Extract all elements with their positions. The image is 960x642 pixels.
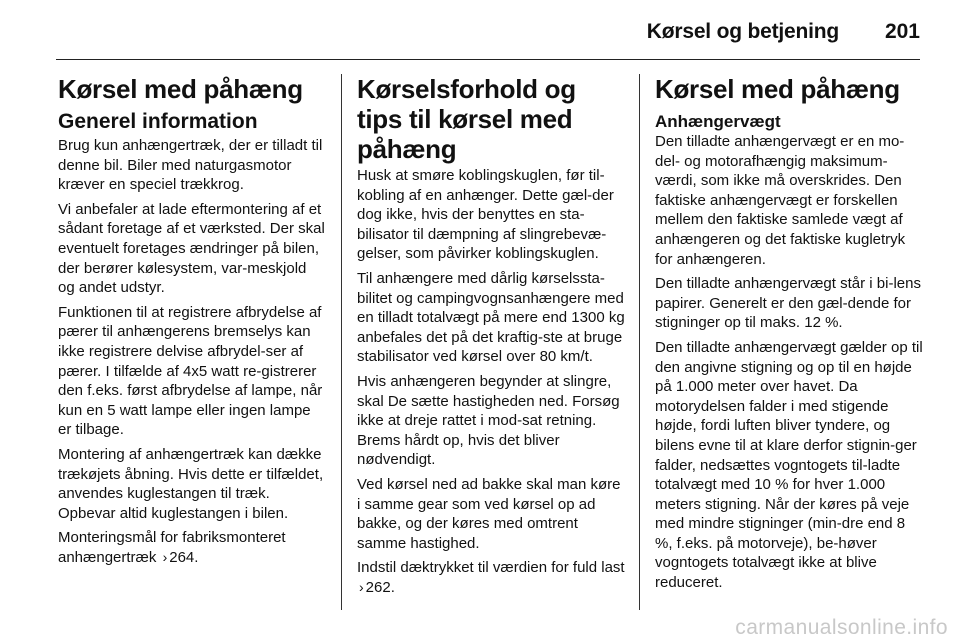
section-heading: Kørsel med påhæng [58,74,303,104]
paragraph: Husk at smøre koblingskuglen, før til-kobling af en anhænger. Dette gæl-der dog ikke, hvis der benyttes en sta-bilisator til dæmpning af slingrebevæ-gelser, som påvirker koblingskuglen. [357,167,614,263]
column-divider [639,74,640,610]
column-middle [357,74,627,602]
paragraph-text: Indstil dæktrykket til værdien for fuld last [357,559,625,577]
paragraph: Funktionen til at registrere afbrydelse af pærer til anhængerens bremselys kan ikke registrere delvise afbrydel-ser af pærer. I tilfælde af 4x5 watt re-gistrerer den f.eks. først afbrydelse af lampe, når kun en 5 watt lampe eller ingen lampe er tilbage. [58,303,323,439]
paragraph: Den tilladte anhængervægt er en mo-del- og motorafhængig maksimum-værdi, som ikke må overskrides. Den faktiske anhængervægt er forskellen mellem den faktiske samlede vægt af anhængeren og det faktiske kugletryk for anhængeren. [655,133,906,268]
paragraph-with-reference [58,528,326,567]
column-right [655,74,923,598]
paragraph-text: Monteringsmål for fabriksmonteret anhængertræk [58,529,286,566]
page-reference-arrow-icon: › [162,548,168,565]
section-heading: Kørsel med påhæng [655,74,900,104]
column-left [58,74,326,572]
page-header [0,0,960,60]
paragraph-with-reference [357,558,627,597]
paragraph: Den tilladte anhængervægt står i bi-lens papirer. Generelt er den gæl-dende for stigninger op til maks. 12 %. [655,275,921,332]
section-subheading: Generel information [58,110,258,133]
paragraph: Brug kun anhængertræk, der er tilladt til denne bil. Biler med naturgasmotor kræver en speciel trækkrog. [58,137,323,194]
paragraph: Vi anbefaler at lade eftermontering af et sådant foretage af et værksted. Der skal eventuelt foretages ændringer på bilen, der berører kølesystem, var-meskjold og andet udstyr. [58,200,325,297]
page-number: 201 [884,20,920,43]
section-heading: Kørselsforhold og tips til kørsel med påhæng [357,74,576,164]
section-subheading: Anhængervægt [655,112,781,131]
header-rule [56,59,920,60]
header-title: Kørsel og betjening [646,20,839,43]
paragraph: Den tilladte anhængervægt gælder op til den angivne stigning og op til en højde på 1.000 meter over havet. Da motorydelsen falder i med stigende højde, fordi luften bliver tyndere, og bilens evne til at klare derfor stignin-ger falder, nedsættes vogntogets til-ladte totalvægt med 10 % for hver 1.000 meters stigning. Når der køres på veje med mindre stigninger (min-dre end 8 %, f.eks. på motorveje), be-høver vogntogets totalvægt ikke at blive reduceret. [655,338,923,592]
page-reference-link[interactable]: 264. [169,548,199,566]
page-reference-arrow-icon: › [359,578,364,595]
page-reference-link[interactable]: 262. [365,578,395,596]
column-divider [341,74,342,610]
paragraph: Montering af anhængertræk kan dække trækøjets åbning. Hvis dette er tilfældet, anvendes kuglestangen til træk. Opbevar altid kuglestangen i bilen. [58,445,324,522]
paragraph: Ved kørsel ned ad bakke skal man køre i samme gear som ved kørsel op ad bakke, og der køres med omtrent samme hastighed. [357,475,621,552]
paragraph: Hvis anhængeren begynder at slingre, skal De sætte hastigheden ned. Forsøg ikke at dreje rattet i mod-sat retning. Brems hårdt op, hvis det bliver nødvendigt. [357,372,620,469]
paragraph: Til anhængere med dårlig kørselssta-bilitet og campingvognsanhængere med en tilladt totalvægt på mere end 1300 kg anbefales det på det kraftig-ste at bruge stabilisator ved kørsel over 80 km/t. [357,269,625,366]
watermark: carmanualsonline.info [735,616,948,639]
